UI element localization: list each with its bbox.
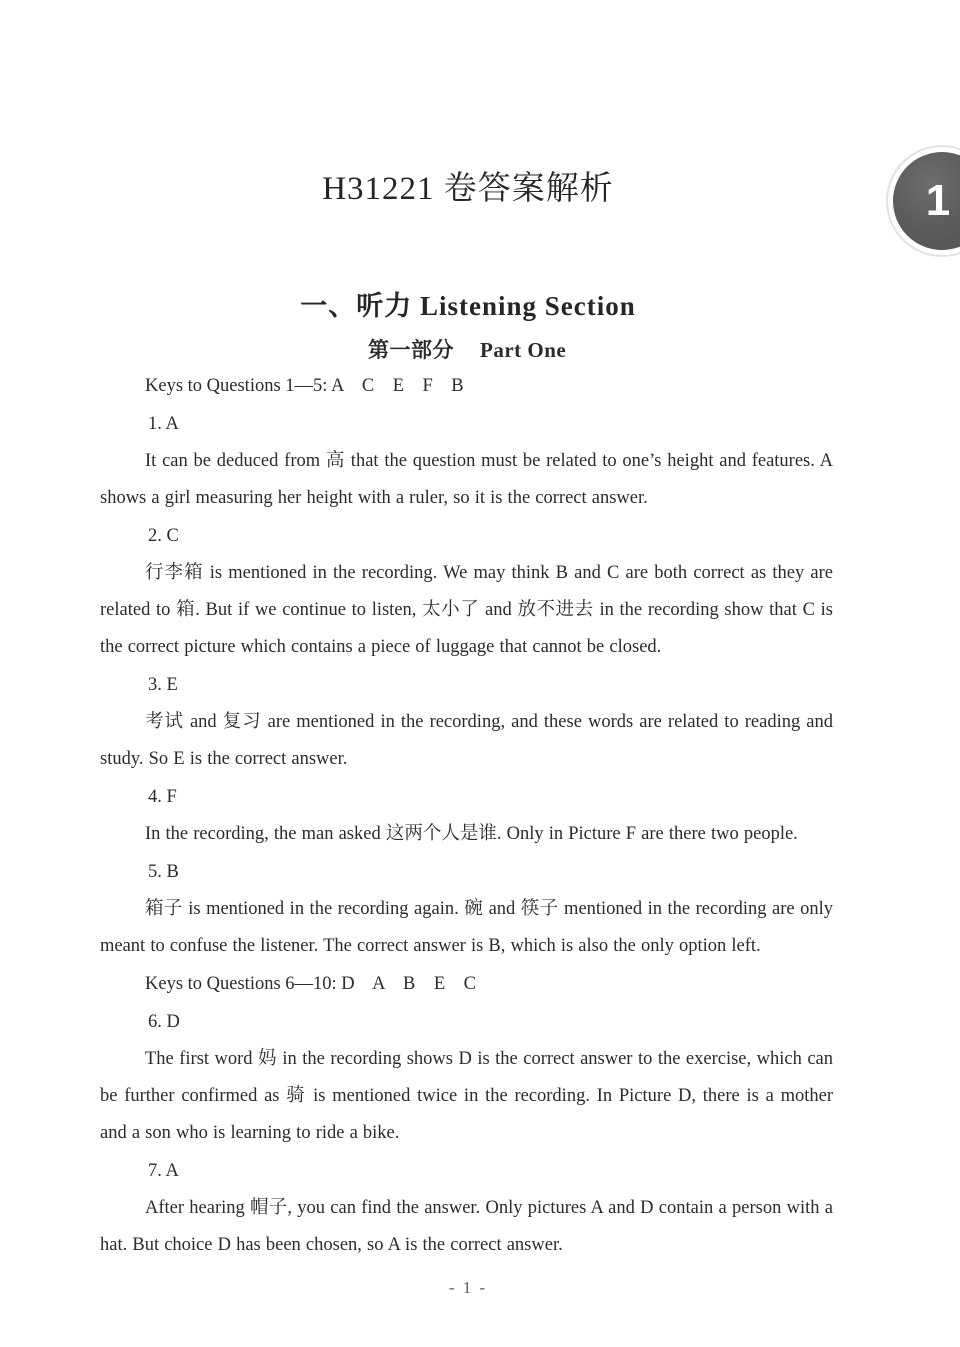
item-label-6: 6. D [148, 1012, 180, 1032]
part-heading-one [368, 334, 566, 364]
item-label-5: 5. B [148, 862, 179, 882]
part-heading-cn: 第一部分 [368, 338, 454, 362]
item-explanation-4: In the recording, the man asked 这两个人是谁. Only in Picture F are there two people. [145, 824, 798, 844]
keys-line-questions-1-5: Keys to Questions 1—5: A C E F B [145, 376, 464, 396]
item-explanation-5: 箱子 is mentioned in the recording again. 碗 and 筷子 mentioned in the recording are only meant to confuse the listener. The correct answer is B, which is also the only option left. [100, 899, 833, 956]
section-heading-listening: 一、听力 Listening Section [300, 291, 636, 322]
item-explanation-1: It can be deduced from 高 that the question must be related to one’s height and features. A shows a girl measuring her height with a ruler, so it is the correct answer. [100, 451, 833, 508]
item-label-4: 4. F [148, 787, 177, 807]
item-label-2: 2. C [148, 526, 179, 546]
answer-explanations [100, 367, 833, 1264]
item-label-7: 7. A [148, 1161, 179, 1181]
item-label-3: 3. E [148, 675, 178, 695]
item-explanation-7: After hearing 帽子, you can find the answer. Only pictures A and D contain a person with a hat. But choice D has been chosen, so A is the correct answer. [100, 1198, 833, 1255]
page-number-tab-label: 1 [925, 176, 951, 225]
page-footer-number: - 1 - [448, 1278, 488, 1297]
part-heading-en: Part One [480, 338, 567, 362]
item-explanation-3: 考试 and 复习 are mentioned in the recording, and these words are related to reading and study. So E is the correct answer. [100, 712, 833, 769]
item-explanation-2: 行李箱 is mentioned in the recording. We may think B and C are both correct as they are related to 箱. But if we continue to listen, 太小了 and 放不进去 in the recording show that C is the correct picture which contains a piece of luggage that cannot be closed. [100, 563, 833, 657]
keys-line-questions-6-10: Keys to Questions 6—10: D A B E C [145, 974, 476, 994]
page-title: H31221 卷答案解析 [322, 171, 614, 208]
item-explanation-6: The first word 妈 in the recording shows D is the correct answer to the exercise, which can be further confirmed as 骑 is mentioned twice in the recording. In Picture D, there is a mother and a son who is learning to ride a bike. [100, 1049, 833, 1143]
item-label-1: 1. A [148, 414, 179, 434]
